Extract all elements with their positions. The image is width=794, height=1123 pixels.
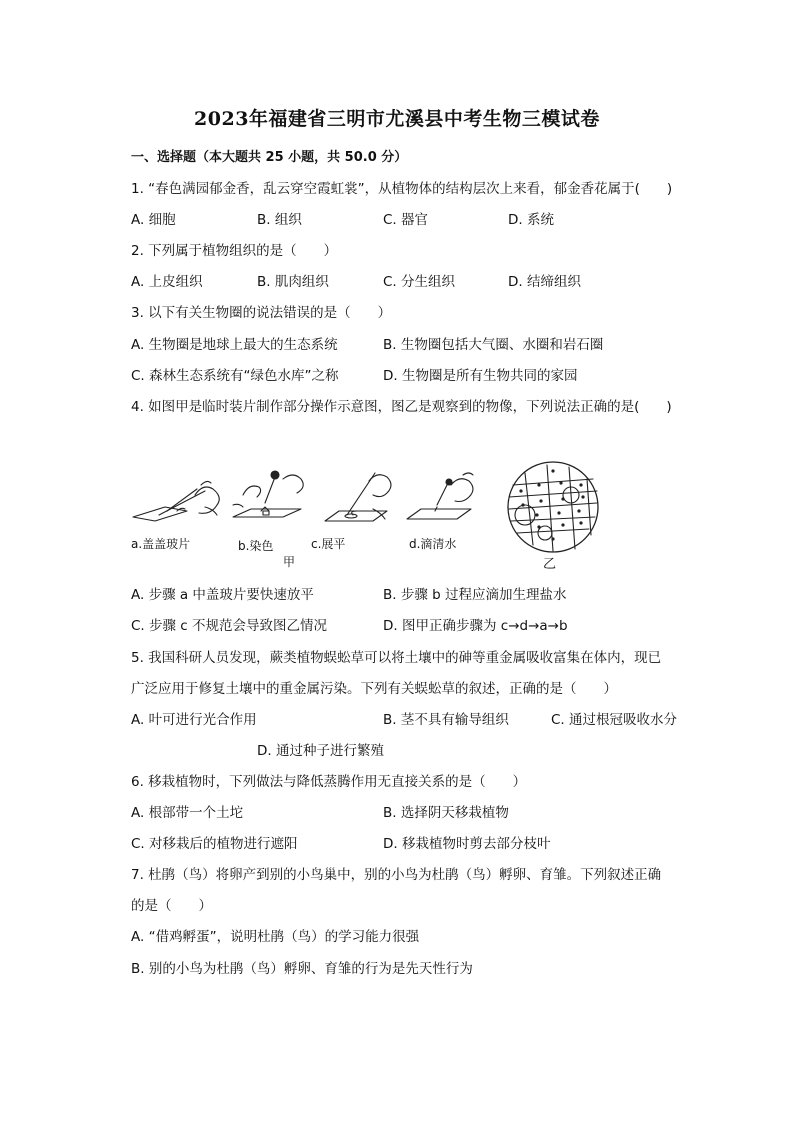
question-4-stem: 4. 如图甲是临时装片制作部分操作示意图，图乙是观察到的物像，下列说法正确的是( ): [131, 399, 672, 415]
figure-group-label: 甲: [283, 555, 296, 569]
question-4-figure: [125, 455, 605, 575]
q2-option-b: B. 肌肉组织: [257, 274, 329, 290]
q5-option-c: C. 通过根冠吸收水分: [551, 712, 678, 728]
step-b-drawing: [233, 471, 303, 517]
q4-option-b: B. 步骤 b 过程应滴加生理盐水: [383, 587, 567, 603]
q1-option-c: C. 器官: [383, 212, 429, 228]
q2-option-c: C. 分生组织: [383, 274, 456, 290]
q5-option-b: B. 茎不具有输导组织: [383, 712, 509, 728]
q1-option-d: D. 系统: [508, 212, 554, 228]
q3-option-a: A. 生物圈是地球上最大的生态系统: [131, 337, 338, 353]
question-5-stem-cont: 广泛应用于修复土壤中的重金属污染。下列有关蜈蚣草的叙述，正确的是（ ）: [131, 681, 617, 697]
q1-option-a: A. 细胞: [131, 212, 176, 228]
step-c-drawing: [325, 473, 391, 521]
figure-image-label: 乙: [543, 557, 557, 572]
q3-option-c: C. 森林生态系统有“绿色水库”之称: [131, 368, 339, 384]
question-7-stem-cont: 的是（ ）: [131, 898, 212, 914]
q6-option-d: D. 移栽植物时剪去部分枝叶: [383, 836, 551, 852]
section-heading: 一、选择题（本大题共 25 小题，共 50.0 分）: [131, 150, 408, 165]
q6-option-c: C. 对移栽后的植物进行遮阳: [131, 836, 298, 852]
q5-option-d: D. 通过种子进行繁殖: [257, 743, 384, 759]
question-7-stem: 7. 杜鹃（鸟）将卵产到别的小鸟巢中，别的小鸟为杜鹃（鸟）孵卵、育雏。下列叙述正确: [131, 867, 662, 883]
page-title: 2023年福建省三明市尤溪县中考生物三模试卷: [194, 108, 600, 130]
step-a-label: a.盖盖玻片: [131, 537, 191, 551]
step-d-drawing: [407, 473, 473, 519]
step-d-label: d.滴清水: [409, 537, 457, 551]
question-2-stem: 2. 下列属于植物组织的是（ ）: [131, 243, 338, 259]
q6-option-a: A. 根部带一个土坨: [131, 805, 244, 821]
q1-option-b: B. 组织: [257, 212, 302, 228]
q5-option-a: A. 叶可进行光合作用: [131, 712, 257, 728]
q4-option-a: A. 步骤 a 中盖玻片要快速放平: [131, 587, 314, 603]
question-5-stem: 5. 我国科研人员发现，蕨类植物蜈蚣草可以将土壤中的砷等重金属吸收富集在体内，现已: [131, 650, 662, 666]
q2-option-a: A. 上皮组织: [131, 274, 203, 290]
q6-option-b: B. 选择阴天移栽植物: [383, 805, 509, 821]
step-b-label: b.染色: [238, 539, 274, 553]
q3-option-d: D. 生物圈是所有生物共同的家园: [383, 368, 578, 384]
q4-option-c: C. 步骤 c 不规范会导致图乙情况: [131, 618, 328, 634]
q7-option-b: B. 别的小鸟为杜鹃（鸟）孵卵、育雏的行为是先天性行为: [131, 961, 473, 977]
question-3-stem: 3. 以下有关生物圈的说法错误的是（ ）: [131, 305, 392, 321]
slide-steps-illustration: [125, 455, 605, 575]
q2-option-d: D. 结缔组织: [508, 274, 581, 290]
q3-option-b: B. 生物圈包括大气圈、水圈和岩石圈: [383, 337, 604, 353]
q4-option-d: D. 图甲正确步骤为 c→d→a→b: [383, 618, 568, 634]
step-a-drawing: [133, 481, 219, 521]
step-c-label: c.展平: [311, 537, 346, 551]
question-6-stem: 6. 移栽植物时，下列做法与降低蒸腾作用无直接关系的是（ ）: [131, 774, 527, 790]
q7-option-a: A. “借鸡孵蛋”，说明杜鹃（鸟）的学习能力很强: [131, 929, 420, 945]
question-1-stem: 1. “春色满园郁金香，乱云穿空霞虹裳”，从植物体的结构层次上来看，郁金香花属于( ): [131, 181, 673, 197]
